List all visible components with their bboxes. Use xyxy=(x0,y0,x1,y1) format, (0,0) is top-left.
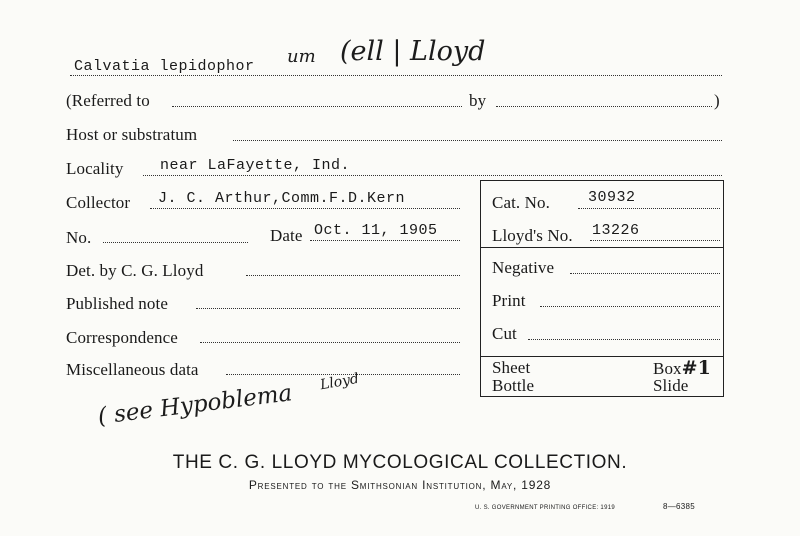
host-label: Host or substratum xyxy=(66,125,198,144)
locality-value: near LaFayette, Ind. xyxy=(160,157,351,174)
misc-data-label: Miscellaneous data xyxy=(66,360,199,379)
box-top-border xyxy=(480,180,723,181)
date-line xyxy=(310,240,460,241)
by-label: by xyxy=(469,91,487,110)
form-number: 8—6385 xyxy=(663,502,696,511)
species-name: Calvatia lepidophor xyxy=(74,58,255,75)
misc-handwritten-note: ( see Hypoblema xyxy=(96,380,294,430)
locality-label: Locality xyxy=(66,159,124,178)
misc-handwritten-lloyd: Lloyd xyxy=(318,370,361,394)
no-label: No. xyxy=(66,228,92,247)
sheet-label: Sheet xyxy=(492,358,531,377)
lloyd-no-label: Lloyd's No. xyxy=(492,226,573,245)
no-line xyxy=(103,242,248,243)
date-value: Oct. 11, 1905 xyxy=(314,222,438,239)
det-by-line xyxy=(246,275,460,276)
referred-to-line xyxy=(172,106,462,107)
slide-label: Slide xyxy=(653,376,689,395)
box-bottom-border xyxy=(480,396,723,397)
negative-label: Negative xyxy=(492,258,555,277)
date-label: Date xyxy=(270,226,303,245)
cat-no-line xyxy=(578,208,720,209)
published-note-label: Published note xyxy=(66,294,168,313)
by-line xyxy=(496,106,712,107)
box-right-border xyxy=(723,180,724,397)
det-by-label: Det. by C. G. Lloyd xyxy=(66,261,204,280)
collector-value: J. C. Arthur,Comm.F.D.Kern xyxy=(158,190,406,207)
collector-line xyxy=(150,208,460,209)
collection-subtitle: Presented to the Smithsonian Institution, May, 1928 xyxy=(248,478,552,492)
lloyd-no-line xyxy=(590,240,720,241)
species-suffix-handwritten: um xyxy=(287,46,316,67)
collection-title: THE C. G. LLOYD MYCOLOGICAL COLLECTION. xyxy=(172,452,628,473)
correspondence-line xyxy=(200,342,460,343)
box-number-handwritten: #1 xyxy=(681,357,711,379)
collector-label: Collector xyxy=(66,193,131,212)
species-line xyxy=(70,75,722,76)
species-attribution-handwritten: (ell | Lloyd xyxy=(340,36,486,67)
published-note-line xyxy=(196,308,460,309)
box-divider xyxy=(480,247,723,248)
print-label: Print xyxy=(492,291,526,310)
cat-no-value: 30932 xyxy=(588,189,636,206)
cat-no-label: Cat. No. xyxy=(492,193,550,212)
print-line xyxy=(540,306,720,307)
cut-line xyxy=(528,339,720,340)
closing-paren: ) xyxy=(714,91,720,110)
locality-line xyxy=(143,175,722,176)
cut-label: Cut xyxy=(492,324,517,343)
negative-line xyxy=(570,273,720,274)
host-line xyxy=(233,140,722,141)
lloyd-no-value: 13226 xyxy=(592,222,640,239)
box-left-border xyxy=(480,180,481,397)
correspondence-label: Correspondence xyxy=(66,328,178,347)
printer-line: U. S. GOVERNMENT PRINTING OFFICE: 1919 xyxy=(475,505,615,511)
box-label-text: Box xyxy=(653,359,682,378)
bottle-label: Bottle xyxy=(492,376,535,395)
referred-to-label: (Referred to xyxy=(66,91,150,110)
